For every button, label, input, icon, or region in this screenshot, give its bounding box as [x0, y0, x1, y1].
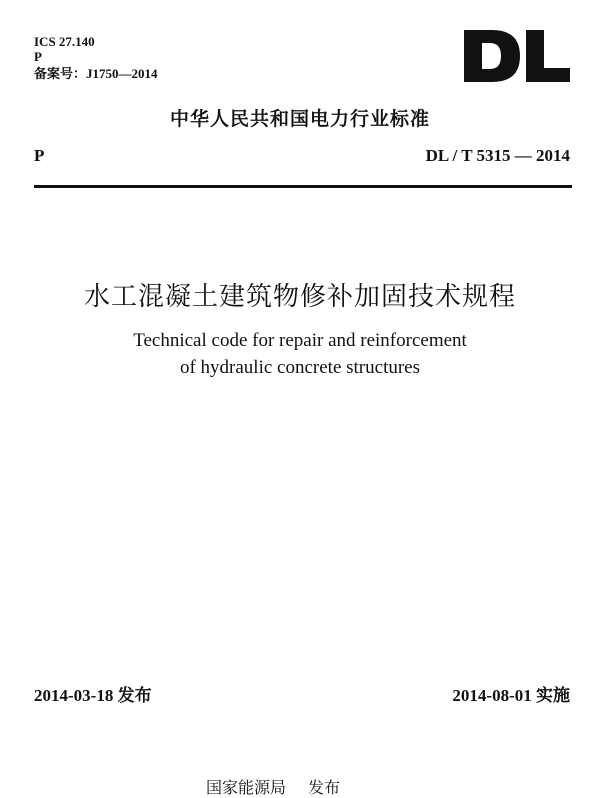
- classification-left: P: [34, 146, 45, 165]
- horizontal-rule: [34, 185, 572, 188]
- issue-date: 2014-03-18 发布: [34, 686, 152, 705]
- standard-category: 中华人民共和国电力行业标准: [169, 108, 430, 130]
- publisher-suffix: 发布: [308, 778, 341, 797]
- title-chinese: 水工混凝土建筑物修补加固技术规程: [83, 282, 516, 312]
- title-english-line1: Technical code for repair and reinforcement: [133, 330, 467, 351]
- logo-letter-l: [526, 30, 570, 82]
- dl-logo: [462, 26, 572, 86]
- publisher: [206, 775, 340, 798]
- classification-code: P: [34, 49, 42, 64]
- publisher-name: 国家能源局: [206, 778, 287, 797]
- record-number: 备案号：J1750—2014: [34, 66, 158, 81]
- standard-number: DL / T 5315 — 2014: [425, 146, 570, 165]
- ics-code: ICS 27.140: [34, 34, 95, 49]
- implementation-date: 2014-08-01 实施: [452, 686, 570, 705]
- logo-letter-d: [464, 30, 520, 82]
- title-english-line2: of hydraulic concrete structures: [179, 357, 421, 378]
